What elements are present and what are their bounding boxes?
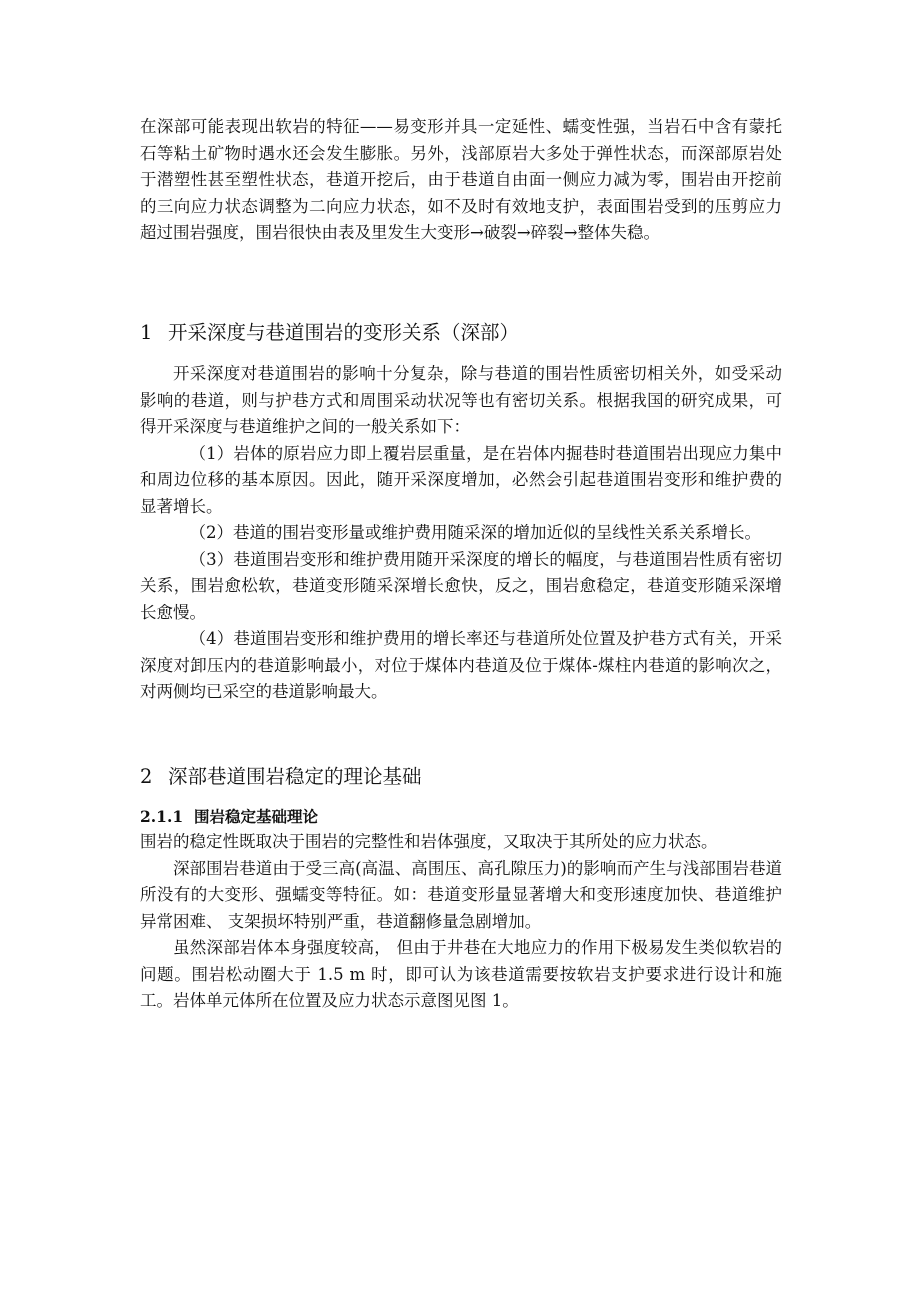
section-1-item-3: （3）巷道围岩变形和维护费用随开采深度的增长的幅度，与巷道围岩性质有密切关系，围岩愈松软，巷道变形随采深增长愈快，反之，围岩愈稳定，巷道变形随采深增长愈慢。 (140, 549, 782, 622)
section-2-body (140, 829, 782, 1015)
section-1-item-1: （1）岩体的原岩应力即上覆岩层重量，是在岩体内掘巷时巷道围岩出现应力集中和周边位移的基本原因。因此，随开采深度增加，必然会引起巷道围岩变形和维护费的显著增长。 (140, 443, 782, 516)
section-1-item-4: （4）巷道围岩变形和维护费用的增长率还与巷道所处位置及护巷方式有关，开采深度对卸压内的巷道影响最小，对位于煤体内巷道及位于煤体-煤柱内巷道的影响次之，对两侧均已采空的巷道影响最大。 (140, 629, 782, 701)
section-1-title: 开采深度与巷道围岩的变形关系（深部） (168, 321, 520, 344)
section-1-item-2: （2）巷道的围岩变形量或维护费用随采深的增加近似的呈线性关系关系增长。 (189, 523, 761, 542)
intro-paragraph: 在深部可能表现出软岩的特征——易变形并具一定延性、蠕变性强，当岩石中含有蒙托石等粘土矿物时遇水还会发生膨胀。另外，浅部原岩大多处于弹性状态，而深部原岩处于潜塑性甚至塑性状态，巷道开挖后，由于巷道自由面一侧应力减为零，围岩由开挖前的三向应力状态调整为二向应力状态，如不及时有效地支护，表面围岩受到的压剪应力超过围岩强度，围岩很快由表及里发生大变形→破裂→碎裂→整体失稳。 (140, 117, 782, 242)
section-2-paragraph-2: 深部围岩巷道由于受三高(高温、高围压、高孔隙压力)的影响而产生与浅部围岩巷道所没有的大变形、强蠕变等特征。如：巷道变形量显著增大和变形速度加快、巷道维护异常困难、 支架损坏特别严重，巷道翻修量急剧增加。 (140, 858, 782, 931)
section-2-number: 2 (140, 765, 153, 788)
section-2-paragraph-3: 虽然深部岩体本身强度较高， 但由于井巷在大地应力的作用下极易发生类似软岩的问题。围岩松动圈大于 1.5 m 时，即可认为该巷道需要按软岩支护要求进行设计和施工。岩体单元体所在位置及应力状态示意图见图 1。 (140, 938, 782, 1010)
section-2-title: 深部巷道围岩稳定的理论基础 (168, 765, 422, 788)
subsection-title: 围岩稳定基础理论 (194, 807, 319, 826)
subsection-number: 2.1.1 (140, 807, 184, 826)
section-2-heading (140, 764, 422, 790)
section-1-heading (140, 320, 519, 346)
section-1-body (140, 361, 782, 706)
section-1-number: 1 (140, 321, 153, 344)
section-1-intro: 开采深度对巷道围岩的影响十分复杂，除与巷道的围岩性质密切相关外，如受采动影响的巷道，则与护巷方式和周围采动状况等也有密切关系。根据我国的研究成果，可得开采深度与巷道维护之间的一般关系如下： (140, 364, 782, 436)
subsection-2-1-1-heading (140, 806, 318, 828)
intro-paragraph-block (140, 114, 782, 247)
section-2-paragraph-1: 围岩的稳定性既取决于围岩的完整性和岩体强度，又取决于其所处的应力状态。 (140, 832, 718, 851)
